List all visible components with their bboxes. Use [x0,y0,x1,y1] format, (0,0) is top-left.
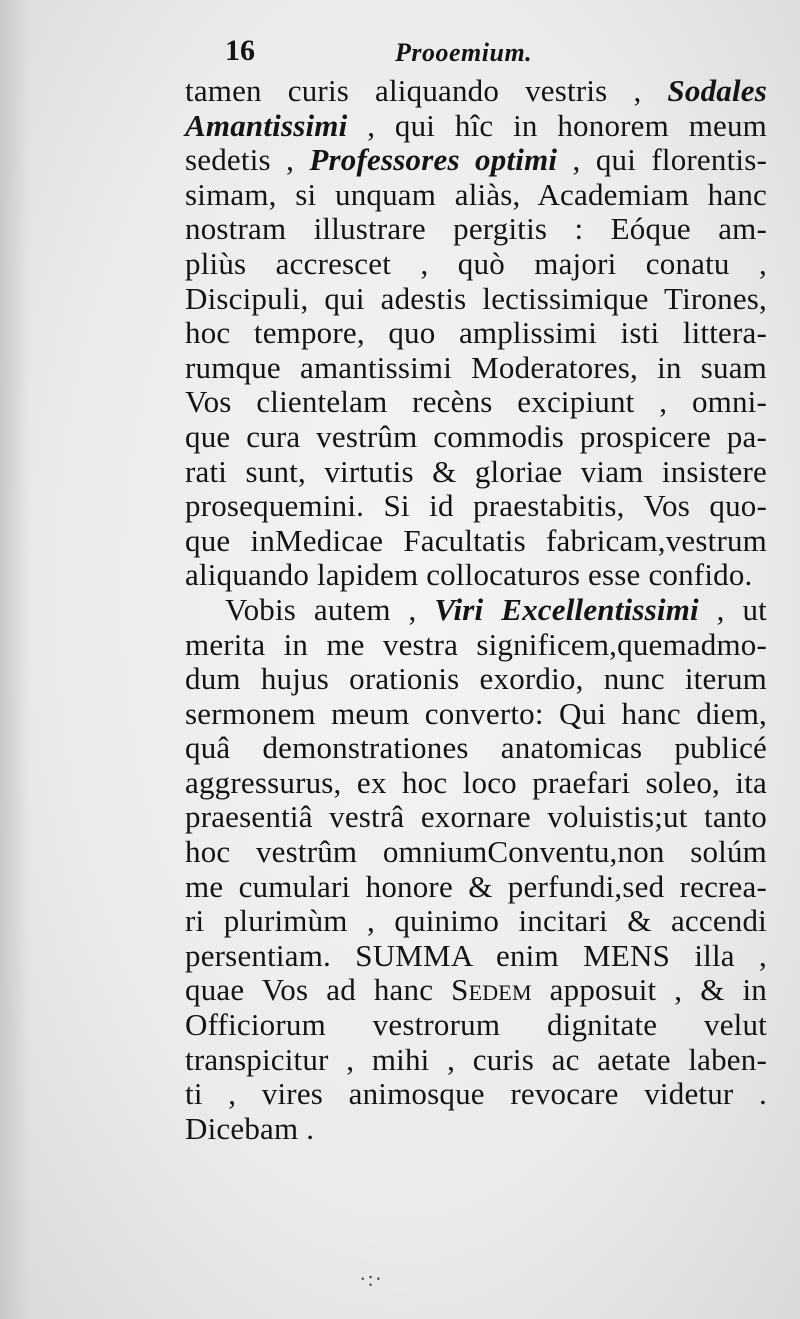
text-line [185,628,767,663]
text-line [185,143,767,178]
text-line [185,351,767,386]
text-run: sermonem meum converto: Qui hanc diem, [185,695,767,731]
text-run: Discipuli, qui adestis lectissimique Tirones, [185,280,767,316]
text-line [185,455,767,490]
text-line [185,1077,767,1112]
text-line [185,800,767,835]
body-text [185,74,767,1146]
text-line [185,74,767,109]
page-number: 16 [225,34,255,67]
footer-ornament: ∙:∙ [360,1266,384,1291]
small-caps-word: Sedem [451,972,532,1008]
text-run: nostram illustrare pergitis : Eóque am- [185,211,767,247]
text-run: rati sunt, virtutis & gloriae viam insistere [185,453,767,489]
text-run: tamen curis aliquando vestris , [185,73,668,108]
italic-phrase: Amantissimi [185,107,348,143]
text-line [185,662,767,697]
italic-phrase: Professores optimi [309,142,558,178]
text-line [185,524,767,559]
text-run: , qui florentis- [557,142,768,178]
text-line [185,1043,767,1078]
text-line [185,212,767,247]
text-line [185,282,767,317]
text-run: que inMedicae Facultatis fabricam,vestrum [185,522,767,558]
text-run: quâ demonstrationes anatomicas publicé [185,730,767,766]
running-head: Prooemium. [395,38,533,67]
text-run: apposuit , & in [531,972,767,1008]
text-run: quae Vos ad hanc [185,972,452,1008]
text-line [185,835,767,870]
page-edge-shadow [0,0,30,1319]
text-run: rumque amantissimi Moderatores, in suam [185,349,767,385]
text-line [185,489,767,524]
italic-phrase: Viri Excellentissimi [434,591,699,627]
text-run: hoc tempore, quo amplissimi isti littera- [185,315,767,351]
text-line [185,870,767,905]
text-run: sedetis , [185,142,310,178]
text-line [185,1008,767,1043]
text-run: Vos clientelam recèns excipiunt , omni- [185,384,767,420]
text-run: , ut [698,591,767,627]
text-run: praesentiâ vestrâ exornare voluistis;ut tanto [185,799,767,835]
text-run: que cura vestrûm commodis prospicere pa- [185,418,767,454]
text-run: transpicitur , mihi , curis ac aetate laben- [185,1041,767,1077]
text-line [185,109,767,144]
text-run: aggressurus, ex hoc loco praefari soleo, ita [185,764,767,800]
text-line [185,973,767,1008]
text-run: pliùs accrescet , quò majori conatu , [185,245,767,281]
text-line [185,731,767,766]
text-run: prosequemini. Si id praestabitis, Vos quo- [185,488,767,524]
text-run: Vobis autem , [225,591,435,627]
text-line [185,178,767,213]
text-run: merita in me vestra significem,quemadmo- [185,626,767,662]
text-run: ti , vires animosque revocare videtur . [185,1076,767,1112]
text-line [185,385,767,420]
text-run: me cumulari honore & perfundi,sed recrea- [185,868,767,904]
text-line [185,697,767,732]
text-run: hoc vestrûm omniumConventu,non solúm [185,834,767,870]
text-line [185,316,767,351]
text-run: simam, si unquam aliàs, Academiam hanc [185,176,767,212]
text-line [185,247,767,282]
text-line [185,593,767,628]
text-line [185,420,767,455]
text-line [185,1112,767,1147]
text-line [185,904,767,939]
text-run: ri plurimùm , quinimo incitari & accendi [185,903,767,939]
page-header [225,34,575,74]
text-run: aliquando lapidem collocaturos esse confido. [185,557,753,593]
text-line [185,939,767,974]
text-run: dum hujus orationis exordio, nunc iterum [185,661,767,697]
text-line [185,766,767,801]
text-run: Officiorum vestrorum dignitate velut [185,1007,767,1043]
text-line [185,558,767,593]
text-run: Dicebam . [185,1110,315,1146]
text-run: persentiam. SUMMA enim MENS illa , [185,937,767,973]
italic-phrase: Sodales [667,73,767,108]
text-run: , qui hîc in honorem meum [347,107,767,143]
